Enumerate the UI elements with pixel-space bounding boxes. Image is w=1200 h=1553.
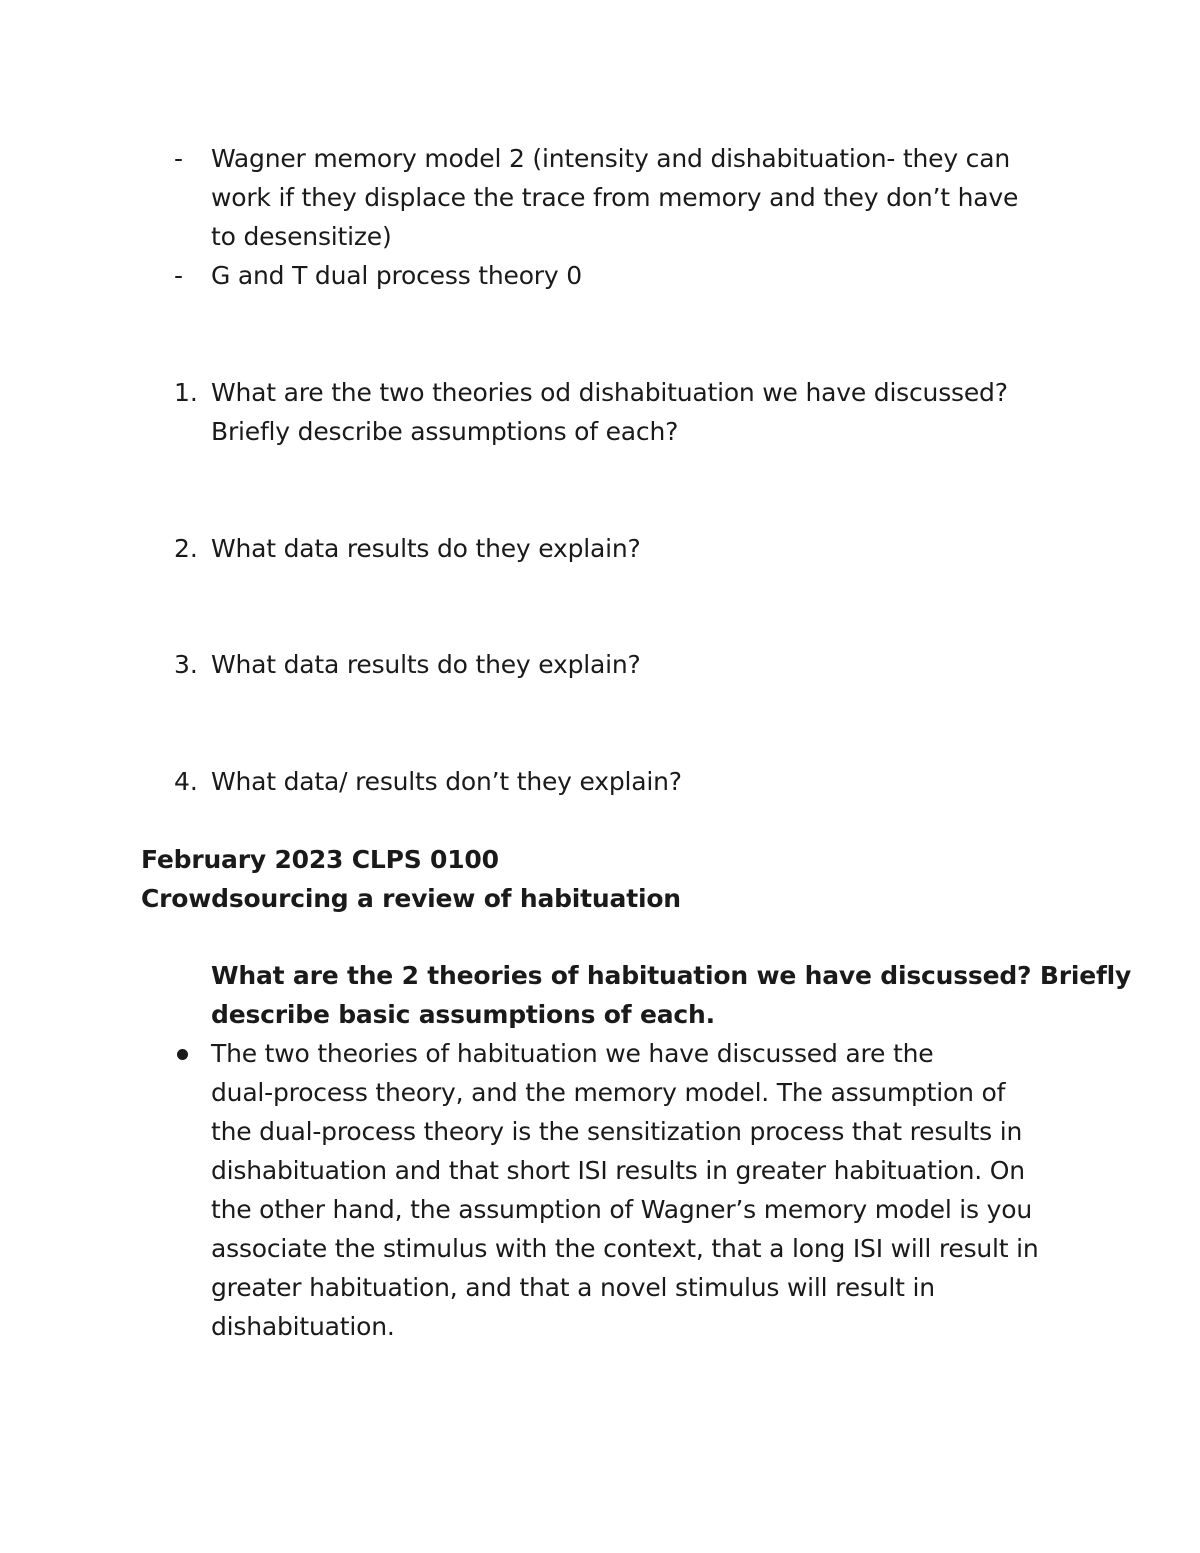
dash-item-1-line-1: Wagner memory model 2 (intensity and dishabituation- they can (211, 144, 1010, 173)
answer-line-1: The two theories of habituation we have discussed are the (211, 1039, 934, 1068)
question-4-line-1: What data/ results don’t they explain? (211, 767, 682, 796)
answer-line-8: dishabituation. (211, 1312, 395, 1341)
question-1-line-2: Briefly describe assumptions of each? (211, 417, 679, 446)
question-number: 4. (174, 767, 198, 796)
review-question-line-2: describe basic assumptions of each. (211, 1000, 715, 1029)
dash-item-1-line-3: to desensitize) (211, 222, 392, 251)
question-3-line-1: What data results do they explain? (211, 650, 641, 679)
section-heading-title: Crowdsourcing a review of habituation (141, 884, 681, 913)
dash-marker: - (174, 144, 184, 173)
question-number: 2. (174, 534, 198, 563)
question-1-line-1: What are the two theories od dishabituation we have discussed? (211, 378, 1008, 407)
answer-line-6: associate the stimulus with the context, that a long ISI will result in (211, 1234, 1039, 1263)
answer-line-5: the other hand, the assumption of Wagner’s memory model is you (211, 1195, 1032, 1224)
dash-item-2-line-1: G and T dual process theory 0 (211, 261, 582, 290)
answer-line-2: dual-process theory, and the memory model. The assumption of (211, 1078, 1006, 1107)
answer-line-4: dishabituation and that short ISI results in greater habituation. On (211, 1156, 1025, 1185)
answer-line-3: the dual-process theory is the sensitization process that results in (211, 1117, 1023, 1146)
dash-item-1-line-2: work if they displace the trace from memory and they don’t have (211, 183, 1019, 212)
section-heading-date-course: February 2023 CLPS 0100 (141, 845, 499, 874)
review-question-line-1: What are the 2 theories of habituation we have discussed? Briefly (211, 961, 1132, 990)
question-2-line-1: What data results do they explain? (211, 534, 641, 563)
question-number: 3. (174, 650, 198, 679)
bullet-dot-icon (177, 1049, 188, 1060)
question-number: 1. (174, 378, 198, 407)
answer-line-7: greater habituation, and that a novel stimulus will result in (211, 1273, 935, 1302)
dash-marker: - (174, 261, 184, 290)
